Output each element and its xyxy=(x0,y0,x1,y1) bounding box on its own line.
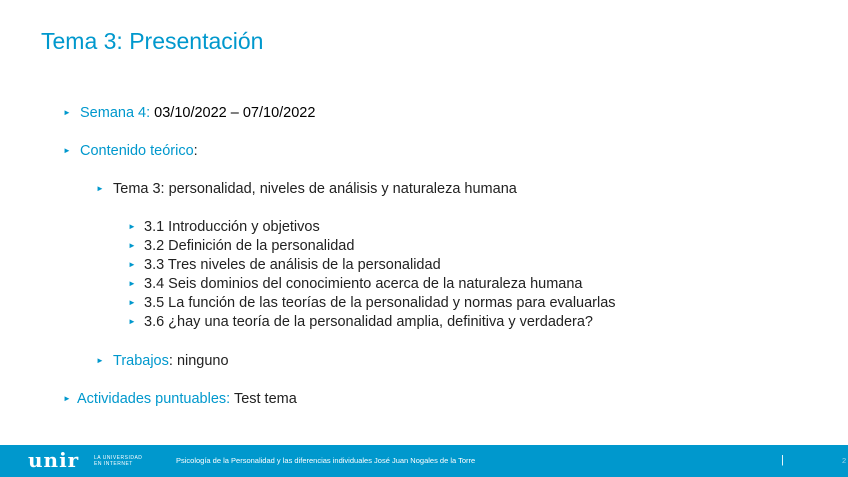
trabajos-label: Trabajos xyxy=(113,353,169,369)
trabajos-line xyxy=(113,352,229,370)
bullet-arrow-icon: ► xyxy=(63,394,71,403)
actividades-value: Test tema xyxy=(230,391,297,407)
actividades-line xyxy=(77,390,297,408)
semana-colon: : xyxy=(146,105,151,121)
footer-bar xyxy=(0,445,848,477)
course-footer-text: Psicología de la Personalidad y las diferencias individuales José Juan Nogales de la Torre xyxy=(176,456,476,465)
bullet-arrow-icon: ► xyxy=(128,241,136,250)
footer-separator: | xyxy=(781,454,784,466)
actividades-label: Actividades puntuables xyxy=(77,391,227,407)
contenido-line xyxy=(80,142,198,160)
bullet-arrow-icon: ► xyxy=(128,279,136,288)
subtopic-item: 3.5 La función de las teorías de la personalidad y normas para evaluarlas xyxy=(144,295,616,311)
bullet-arrow-icon: ► xyxy=(128,222,136,231)
unir-logo xyxy=(28,448,168,472)
logo-subtitle-line-1: LA UNIVERSIDAD xyxy=(94,455,143,461)
semana-label: Semana 4 xyxy=(80,105,147,121)
bullet-arrow-icon: ► xyxy=(128,298,136,307)
subtopic-item: 3.4 Seis dominios del conocimiento acerca de la naturaleza humana xyxy=(144,276,583,292)
logo-subtitle xyxy=(94,455,142,467)
tema-line: Tema 3: personalidad, niveles de análisis y naturaleza humana xyxy=(113,181,517,197)
trabajos-value: ninguno xyxy=(172,353,229,369)
slide-title: Tema 3: Presentación xyxy=(41,28,264,54)
bullet-arrow-icon: ► xyxy=(128,317,136,326)
semana-line xyxy=(80,104,315,122)
actividades-colon: : xyxy=(226,391,231,407)
contenido-label: Contenido teórico xyxy=(80,143,194,159)
page-number: 2 xyxy=(842,456,847,465)
trabajos-colon: : xyxy=(168,353,173,369)
semana-dates: 03/10/2022 – 07/10/2022 xyxy=(150,105,316,121)
subtopic-item: 3.6 ¿hay una teoría de la personalidad amplia, definitiva y verdadera? xyxy=(144,314,593,330)
bullet-arrow-icon: ► xyxy=(96,184,104,193)
bullet-arrow-icon: ► xyxy=(63,108,71,117)
subtopic-item: 3.2 Definición de la personalidad xyxy=(144,238,355,254)
bullet-arrow-icon: ► xyxy=(128,260,136,269)
contenido-colon: : xyxy=(193,143,198,159)
bullet-arrow-icon: ► xyxy=(96,356,104,365)
bullet-arrow-icon: ► xyxy=(63,146,71,155)
logo-subtitle-line-2: EN INTERNET xyxy=(94,461,133,467)
logo-wordmark: unir xyxy=(28,448,80,472)
subtopic-item: 3.1 Introducción y objetivos xyxy=(144,219,320,235)
subtopic-item: 3.3 Tres niveles de análisis de la personalidad xyxy=(144,257,441,273)
